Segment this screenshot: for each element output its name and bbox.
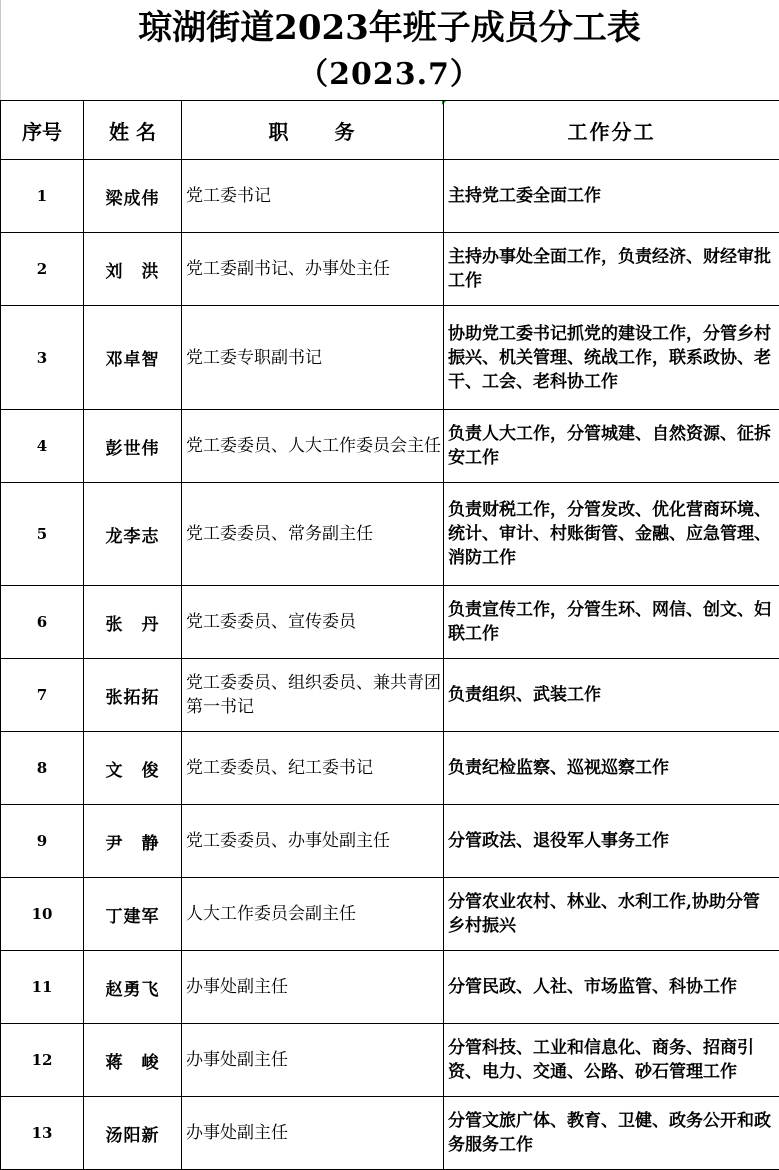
member-duties[interactable]: 负责组织、武装工作	[444, 659, 779, 732]
table-row	[1, 483, 779, 586]
table-row	[1, 586, 779, 659]
table-row	[1, 659, 779, 732]
row-number[interactable]: 7	[1, 659, 84, 732]
table-row	[1, 732, 779, 805]
member-duties[interactable]: 分管政法、退役军人事务工作	[444, 805, 779, 878]
member-position[interactable]: 办事处副主任	[182, 1024, 444, 1097]
member-duties[interactable]: 分管科技、工业和信息化、商务、招商引资、电力、交通、公路、砂石管理工作	[444, 1024, 779, 1097]
row-number[interactable]: 11	[1, 951, 84, 1024]
table-row	[1, 878, 779, 951]
table-row	[1, 160, 779, 233]
row-number[interactable]: 5	[1, 483, 84, 586]
member-position[interactable]: 党工委委员、宣传委员	[182, 586, 444, 659]
member-position[interactable]: 人大工作委员会副主任	[182, 878, 444, 951]
member-name[interactable]: 张 丹	[84, 586, 182, 659]
member-name[interactable]: 梁成伟	[84, 160, 182, 233]
member-name[interactable]: 邓卓智	[84, 306, 182, 410]
member-position[interactable]: 办事处副主任	[182, 1097, 444, 1170]
row-number[interactable]: 10	[1, 878, 84, 951]
member-duties[interactable]: 负责纪检监察、巡视巡察工作	[444, 732, 779, 805]
member-duties[interactable]: 负责宣传工作，分管生环、网信、创文、妇联工作	[444, 586, 779, 659]
column-header-name[interactable]: 姓 名	[84, 101, 182, 160]
member-duties[interactable]: 主持党工委全面工作	[444, 160, 779, 233]
member-name[interactable]: 张拓拓	[84, 659, 182, 732]
page-subtitle: （2023.7）	[0, 54, 779, 96]
member-duties[interactable]: 分管文旅广体、教育、卫健、政务公开和政务服务工作	[444, 1097, 779, 1170]
page-title: 琼湖街道2023年班子成员分工表	[0, 6, 779, 50]
member-position[interactable]: 党工委副书记、办事处主任	[182, 233, 444, 306]
table-row	[1, 233, 779, 306]
row-number[interactable]: 12	[1, 1024, 84, 1097]
member-duties[interactable]: 分管农业农村、林业、水利工作,协助分管乡村振兴	[444, 878, 779, 951]
member-position[interactable]: 党工委委员、常务副主任	[182, 483, 444, 586]
table-row	[1, 1024, 779, 1097]
member-position[interactable]: 党工委委员、组织委员、兼共青团第一书记	[182, 659, 444, 732]
member-position[interactable]: 党工委委员、纪工委书记	[182, 732, 444, 805]
row-number[interactable]: 4	[1, 410, 84, 483]
member-position[interactable]: 党工委委员、人大工作委员会主任	[182, 410, 444, 483]
member-duties[interactable]: 协助党工委书记抓党的建设工作，分管乡村振兴、机关管理、统战工作，联系政协、老干、工会、老科协工作	[444, 306, 779, 410]
assignment-table	[0, 100, 779, 1170]
member-name[interactable]: 龙李志	[84, 483, 182, 586]
row-number[interactable]: 9	[1, 805, 84, 878]
member-position[interactable]: 党工委专职副书记	[182, 306, 444, 410]
table-row	[1, 805, 779, 878]
table-row	[1, 410, 779, 483]
member-name[interactable]: 尹 静	[84, 805, 182, 878]
row-number[interactable]: 2	[1, 233, 84, 306]
member-duties[interactable]: 主持办事处全面工作，负责经济、财经审批工作	[444, 233, 779, 306]
row-number[interactable]: 1	[1, 160, 84, 233]
row-number[interactable]: 8	[1, 732, 84, 805]
member-position[interactable]: 党工委书记	[182, 160, 444, 233]
member-position[interactable]: 办事处副主任	[182, 951, 444, 1024]
row-number[interactable]: 3	[1, 306, 84, 410]
row-number[interactable]: 13	[1, 1097, 84, 1170]
member-name[interactable]: 赵勇飞	[84, 951, 182, 1024]
member-duties[interactable]: 负责财税工作，分管发改、优化营商环境、统计、审计、村账街管、金融、应急管理、消防工作	[444, 483, 779, 586]
member-name[interactable]: 丁建军	[84, 878, 182, 951]
member-position[interactable]: 党工委委员、办事处副主任	[182, 805, 444, 878]
member-name[interactable]: 汤阳新	[84, 1097, 182, 1170]
member-name[interactable]: 彭世伟	[84, 410, 182, 483]
member-duties[interactable]: 负责人大工作，分管城建、自然资源、征拆安工作	[444, 410, 779, 483]
column-header-position[interactable]: 职 务	[182, 101, 444, 160]
column-header-number[interactable]: 序号	[1, 101, 84, 160]
member-name[interactable]: 文 俊	[84, 732, 182, 805]
column-header-duties[interactable]: 工作分工	[444, 101, 779, 160]
member-duties[interactable]: 分管民政、人社、市场监管、科协工作	[444, 951, 779, 1024]
row-number[interactable]: 6	[1, 586, 84, 659]
table-header-row	[1, 101, 779, 160]
table-row	[1, 951, 779, 1024]
table-row	[1, 1097, 779, 1170]
member-name[interactable]: 蒋 峻	[84, 1024, 182, 1097]
table-row	[1, 306, 779, 410]
member-name[interactable]: 刘 洪	[84, 233, 182, 306]
